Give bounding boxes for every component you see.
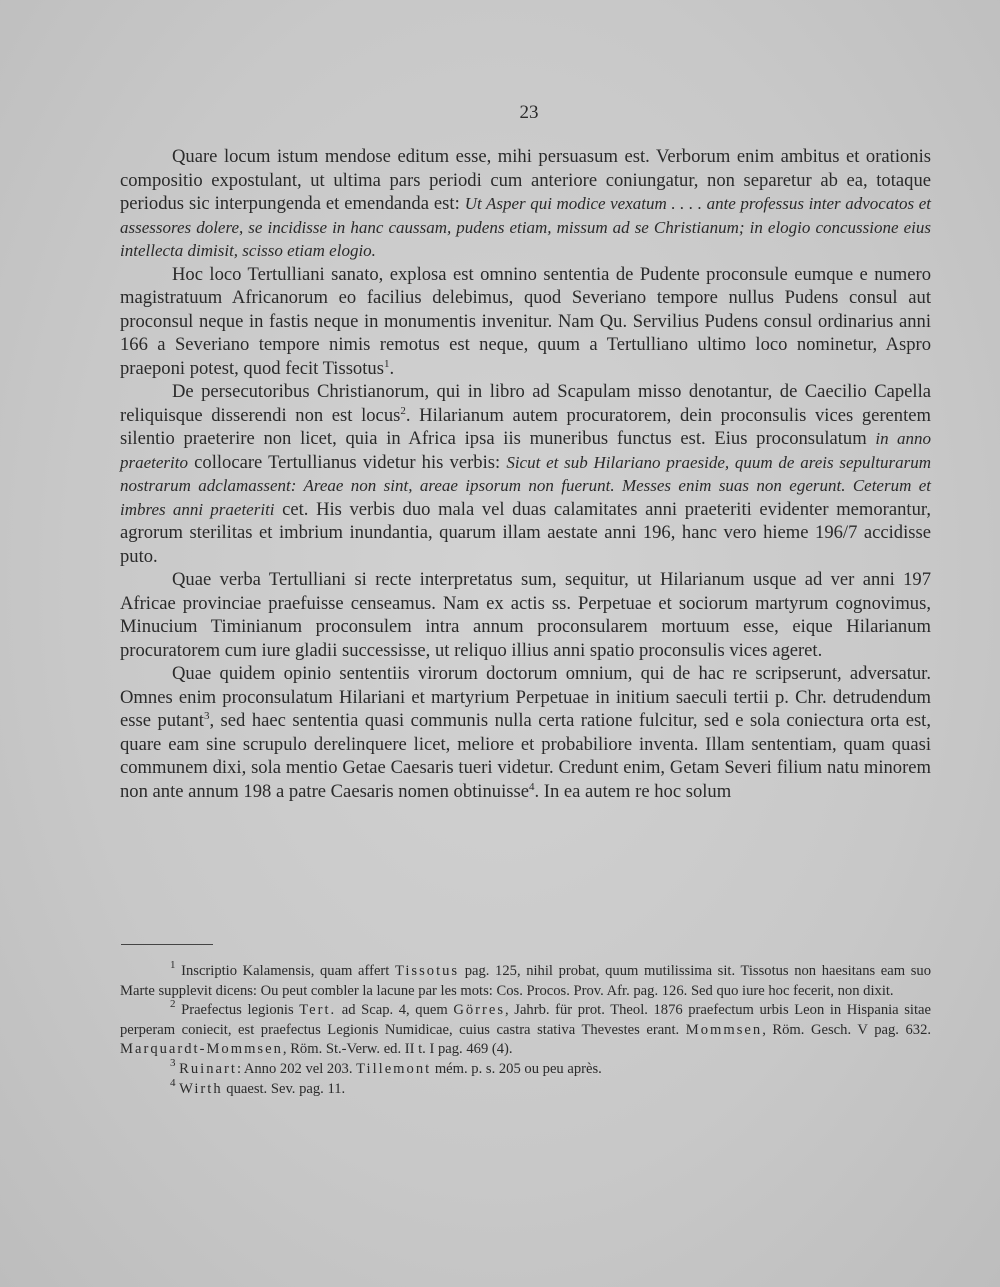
- text-run: . Hilarianum autem procuratorem, dein proconsulis vices gerentem silentio praeterire non licet, quia in Africa ipsa iis muneribus functus est. Eius proconsulatum: [120, 404, 931, 449]
- footnote-text: , Röm. St.-Verw. ed. II t. I pag. 469 (4).: [282, 1041, 513, 1058]
- footnote-text: Marquardt-Mommsen: [120, 1041, 283, 1058]
- text-run: .: [389, 357, 395, 379]
- footnote: [120, 1076, 931, 1100]
- footnote-marker: 1: [170, 959, 176, 971]
- body-text: [120, 145, 931, 803]
- footnote-text: Tissotus: [394, 963, 460, 979]
- text-run: , sed haec sententia quasi communis nulla certa ratione fulcitur, sed e sola coniectura orta est, quare eam sine scrupulo derelinquere licet, meliore et probabiliore inventa. Illam sententiam, quam quasi communem dixi, sola mentio Getae Caesaris tueri videtur. Credunt enim, Getam Severi filium natu minorem non ante annum 198 a patre Caesaris nomen obtinuisse: [120, 710, 931, 802]
- footnote-text: Tert.: [299, 1002, 337, 1019]
- footnote-text: Mommsen: [685, 1021, 763, 1038]
- text-run: collocare Tertullianus videtur his verbis:: [188, 451, 507, 473]
- footnote: [120, 998, 932, 1060]
- footnote-separator: [121, 944, 213, 945]
- text-run: Quare locum istum mendose editum esse, mihi persuasum est. Verborum enim ambitus et orationis compositio expostulant, ut ultima pars periodi cum anteriore coniungatur, non separetur ab ea, totaque periodus sic interpungenda et emendanda est:: [120, 146, 931, 214]
- text-run: . In ea autem re hoc solum: [534, 780, 732, 802]
- paragraph: [120, 662, 931, 803]
- footnote-marker: 1: [383, 357, 390, 370]
- footnote-marker: 3: [170, 1056, 176, 1069]
- text-run: De persecutoribus Christianorum, qui in libro ad Scapulam misso denotantur, de Caecilio Capella reliquisque disserendi non est locus: [120, 381, 931, 426]
- footnote-marker: 2: [400, 404, 406, 417]
- footnote-text: quaest. Sev. pag. 11.: [222, 1080, 346, 1097]
- footnote-text: Görres: [453, 1002, 506, 1019]
- footnote-marker: 2: [170, 998, 176, 1011]
- paragraph: [120, 380, 931, 568]
- page-number: 23: [519, 102, 539, 123]
- text-run: Quae quidem opinio sententiis virorum doctorum omnium, qui de hac re scripserunt, adversatur. Omnes enim proconsulatum Hilariani et martyrium Perpetuae in initium saeculi tertii p. Chr. detrudendum esse putant: [120, 663, 931, 731]
- text-run: in anno praeterito: [120, 429, 931, 472]
- footnotes: [120, 959, 932, 1099]
- footnote-marker: 3: [203, 710, 210, 722]
- footnote-text: Praefectus legionis: [175, 1002, 300, 1019]
- footnote-text: , Jahrb. für prot. Theol. 1876 praefectum urbis Leon in Hispania sitae perperam coniecit, est praefectus Legionis Numidicae, cuius castra stativa Thevestes erant.: [120, 1002, 931, 1038]
- footnote-text: Tillemont: [356, 1060, 432, 1077]
- text-run: cet. His verbis duo mala vel duas calamitates anni praeteriti evidenter memorantur, agrorum sterilitas et imbrium inundantia, quarum illam aestate anni 196, hanc vero hieme 196/7 accidisse puto.: [120, 498, 931, 567]
- footnote-text: Ruinart: [179, 1060, 237, 1077]
- footnote-text: Inscriptio Kalamensis, quam affert: [175, 963, 395, 979]
- text-run: Hoc loco Tertulliani sanato, explosa est omnino sententia de Pudente proconsule eumque e numero magistratuum Africanorum eo facilius delebimus, quod Severiano tempore nullus Pudens consul aut proconsul neque in fastis neque in monumentis invenitur. Nam Qu. Servilius Pudens consul ordinarius anni 166 a Severiano tempore nimis remotus est neque, quum a Tertulliano ultimo loco nominetur, Aspro praeponi potest, quod fecit Tissotus: [120, 263, 931, 379]
- footnote: [120, 1056, 931, 1080]
- text-run: Ut Asper qui modice vexatum . . . . ante professus inter advocatos et assessores dolere, se incidisse in hanc caussam, pudens etiam, missum ad se Christianum; in elogio concussione eius intellecta dimisit, scisso etiam elogio.: [120, 194, 931, 260]
- text-run: Sicut et sub Hilariano praeside, quum de areis sepulturarum nostrarum adclamassent: Areae non sint, areae ipsorum non fuerunt. Messes enim suas non egerunt. Ceterum et imbres anni praeteriti: [120, 452, 931, 519]
- footnote-marker: 4: [528, 780, 535, 793]
- text-run: Quae verba Tertulliani si recte interpretatus sum, sequitur, ut Hilarianum usque ad ver anni 197 Africae provinciae praefuisse censeamus. Nam ex actis ss. Perpetuae et sociorum martyrum cognovimus, Minucium Timinianum proconsulem intra annum proconsularem mortuum esse, eique Hilarianum procuratorem cum iure gladii successisse, ut reliquo illius anni spatio proconsulis vices ageret.: [120, 569, 931, 661]
- footnote-text: pag. 125, nihil probat, quum mutilissima sit. Tissotus non haesitans eam suo Marte supplevit dicens: Ou peut combler la lacune par les mots: Cos. Procos. Prov. Afr. pag. 126. Sed quo iure hoc fecerit, non dixit.: [120, 963, 931, 999]
- footnote-marker: 4: [170, 1076, 176, 1089]
- footnote-text: , Röm. Gesch. V pag. 632.: [762, 1021, 932, 1038]
- paragraph: [120, 263, 931, 381]
- footnote: [120, 959, 931, 1001]
- footnote-text: Wirth: [179, 1080, 223, 1097]
- footnote-text: ad Scap. 4, quem: [336, 1002, 454, 1019]
- footnote-text: : Anno 202 vel 203.: [236, 1060, 357, 1077]
- paragraph: [120, 568, 931, 662]
- footnote-text: mém. p. s. 205 ou peu après.: [431, 1060, 602, 1077]
- paragraph: [120, 145, 931, 263]
